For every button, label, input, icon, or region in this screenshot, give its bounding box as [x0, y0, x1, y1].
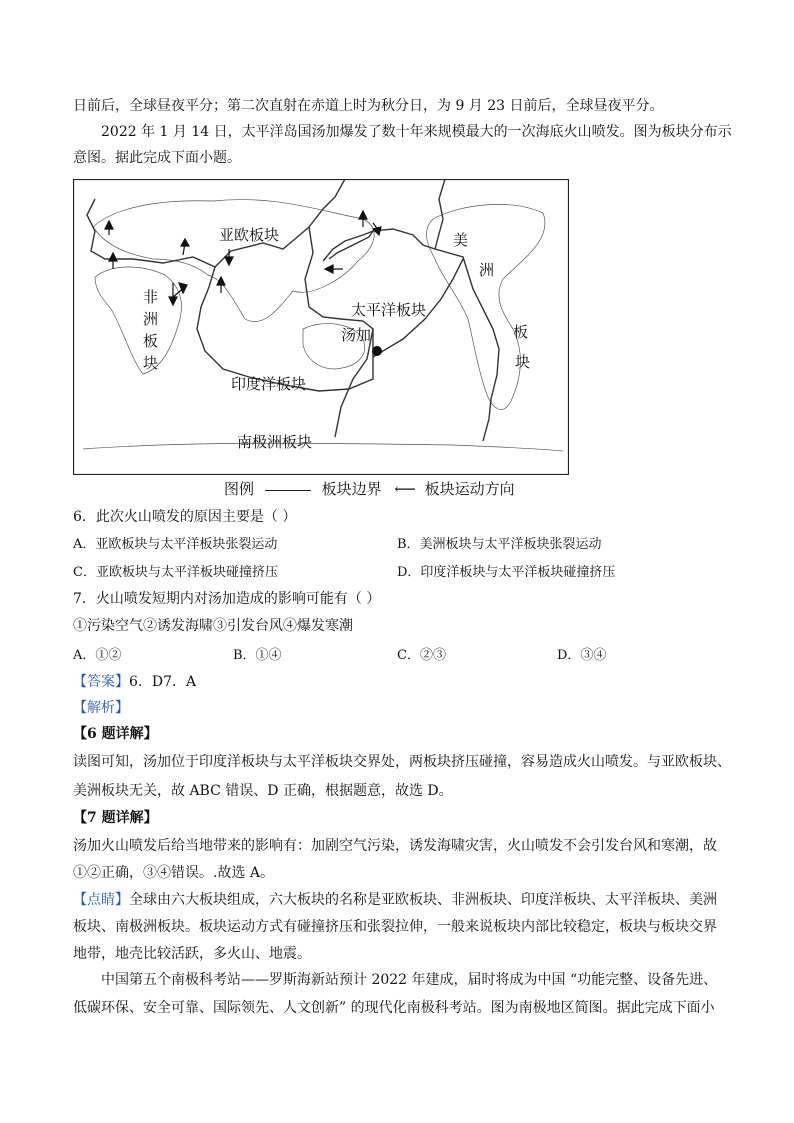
label-pacific-plate: 太平洋板块	[351, 301, 427, 319]
analysis-tag: 【解析】	[73, 700, 129, 716]
q7-option-a: A．①②	[73, 648, 122, 663]
label-tonga: 汤加	[341, 326, 372, 344]
note-line-3: 地带，地壳比较活跃，多火山、地震。	[73, 946, 311, 962]
label-american-char: 板	[513, 323, 529, 341]
label-african-char: 板	[143, 332, 159, 350]
q6-option-c: C．亚欧板块与太平洋板块碰撞挤压	[73, 565, 278, 580]
legend-direction-label: 板块运动方向	[424, 480, 515, 498]
label-african-char: 块	[143, 354, 159, 372]
q6-stem: 6．此次火山喷发的原因主要是（ ）	[73, 509, 297, 525]
detail7-line-1: 汤加火山喷发后给当地带来的影响有：加剧空气污染，诱发海啸灾害，火山喷发不会引发台风和寒潮，故	[73, 838, 717, 854]
label-african-char: 洲	[143, 310, 159, 328]
tonga-marker	[372, 346, 382, 356]
legend-line-sample	[265, 490, 311, 491]
note-tag: 【点睛】	[73, 892, 129, 908]
outro-line-1: 中国第五个南极科考站——罗斯海新站预计 2022 年建成，届时将成为中国 “功能完整、设备先进、	[101, 972, 718, 988]
label-american-char: 美	[453, 231, 469, 249]
intro-line-2: 2022 年 1 月 14 日，太平洋岛国汤加爆发了数十年来规模最大的一次海底火山喷发。图为板块分布示	[101, 124, 732, 140]
label-indian-plate: 印度洋板块	[231, 375, 307, 393]
detail6-line-2: 美洲板块无关，故 ABC 错误、D 正确，根据题意，故选 D。	[73, 783, 453, 799]
intro-line-1: 日前后，全球昼夜平分；第二次直射在赤道上时为秋分日，为 9 月 23 日前后，全球昼夜平分。	[73, 98, 664, 114]
plate-map-figure	[73, 179, 569, 475]
detail6-line-1: 读图可知，汤加位于印度洋板块与太平洋板块交界处，两板块挤压碰撞，容易造成火山喷发。与亚欧板块、	[73, 754, 731, 770]
outro-line-2: 低碳环保、安全可靠、国际领先、人文创新” 的现代化南极科考站。图为南极地区简图。据此完成下面小	[73, 1000, 715, 1016]
answer-line	[73, 672, 196, 692]
label-eurasian-plate: 亚欧板块	[219, 226, 280, 244]
legend-title: 图例	[224, 480, 255, 498]
answer-tag: 【答案】	[73, 674, 129, 690]
intro-line-3: 意图。据此完成下面小题。	[73, 150, 241, 166]
detail7-title: 【7 题详解】	[73, 810, 158, 826]
q7-option-d: D．③④	[557, 648, 607, 663]
note-line-1	[73, 890, 717, 910]
answer-text: 6．D7．A	[129, 674, 197, 690]
q6-option-b: B．美洲板块与太平洋板块张裂运动	[397, 537, 602, 552]
q7-option-b: B．①④	[233, 648, 282, 663]
label-antarctic-plate: 南极洲板块	[237, 433, 313, 451]
detail6-title: 【6 题详解】	[73, 726, 158, 742]
note-line-2: 板块、南极洲板块。板块运动方式有碰撞挤压和张裂拉伸，一般来说板块内部比较稳定，板块与板块交界	[73, 919, 717, 935]
detail7-line-2: ①②正确，③④错误。.故选 A。	[73, 865, 275, 881]
q6-option-a: A．亚欧板块与太平洋板块张裂运动	[73, 537, 278, 552]
q7-stem: 7．火山喷发短期内对汤加造成的影响可能有（ ）	[73, 591, 381, 607]
q6-option-d: D．印度洋板块与太平洋板块碰撞挤压	[397, 565, 616, 580]
label-american-char: 块	[515, 353, 531, 371]
label-american-char: 洲	[479, 261, 495, 279]
q7-option-c: C．②③	[397, 648, 446, 663]
q7-items: ①污染空气②诱发海啸③引发台风④爆发寒潮	[73, 618, 353, 634]
label-african-char: 非	[143, 288, 159, 306]
map-legend	[224, 479, 515, 499]
legend-boundary-label: 板块边界	[321, 480, 382, 498]
note-text-1: 全球由六大板块组成，六大板块的名称是亚欧板块、非洲板块、印度洋板块、太平洋板块、美洲	[129, 892, 717, 908]
legend-arrow-icon: ⟵	[394, 480, 416, 498]
